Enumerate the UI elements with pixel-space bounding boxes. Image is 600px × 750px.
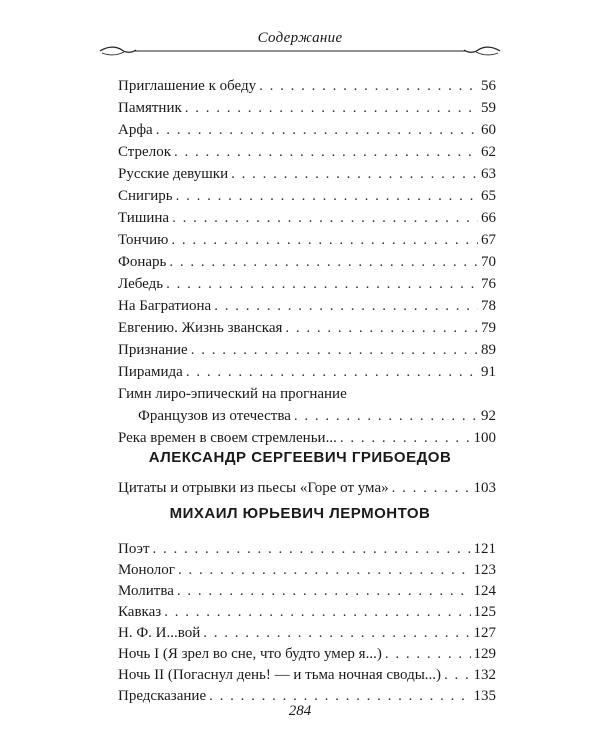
- entry-title: Тишина: [118, 210, 170, 226]
- entry-title-line1: Гимн лиро-эпический на прогнание: [118, 386, 347, 402]
- entry-page: 103: [473, 480, 496, 496]
- entry-page: 135: [473, 688, 496, 704]
- leader-dots: [444, 664, 470, 686]
- leader-dots: [185, 97, 478, 119]
- leader-dots: [340, 427, 471, 449]
- toc-entry: [118, 685, 496, 707]
- toc-entry: [118, 273, 496, 295]
- entry-page: 62: [481, 144, 496, 160]
- toc-entry: [118, 580, 496, 602]
- leader-dots: [178, 559, 471, 581]
- toc-entry: [118, 141, 496, 163]
- toc-entry: [118, 427, 496, 449]
- entry-page: 63: [481, 166, 496, 182]
- leader-dots: [186, 361, 478, 383]
- toc-entry: [138, 405, 496, 427]
- leader-dots: [176, 185, 478, 207]
- entry-page: 100: [473, 430, 496, 446]
- leader-dots: [153, 538, 471, 560]
- entry-page: 78: [481, 298, 496, 314]
- entry-title: Евгению. Жизнь званская: [118, 320, 283, 336]
- entry-page: 121: [473, 541, 496, 557]
- entry-title-line2: Французов из отечества: [138, 408, 291, 424]
- leader-dots: [294, 405, 478, 427]
- entry-page: 123: [473, 562, 496, 578]
- entry-page: 124: [473, 583, 496, 599]
- leader-dots: [191, 339, 478, 361]
- entry-page: 60: [481, 122, 496, 138]
- leader-dots: [385, 643, 471, 665]
- toc-entry: [118, 664, 496, 686]
- entry-page: 59: [481, 100, 496, 116]
- leader-dots: [169, 251, 478, 273]
- leader-dots: [177, 580, 471, 602]
- section-heading-griboedov: АЛЕКСАНДР СЕРГЕЕВИЧ ГРИБОЕДОВ: [148, 449, 452, 466]
- entry-title: На Багратиона: [118, 298, 212, 314]
- entry-page: 132: [473, 667, 496, 683]
- entry-title: Н. Ф. И...вой: [118, 625, 201, 641]
- toc-entry: [118, 317, 496, 339]
- entry-title: Русские девушки: [118, 166, 229, 182]
- entry-page: 89: [481, 342, 496, 358]
- entry-page: 65: [481, 188, 496, 204]
- entry-title: Монолог: [118, 562, 175, 578]
- entry-page: 91: [481, 364, 496, 380]
- header-ornament: [96, 40, 504, 60]
- entry-title: Пирамида: [118, 364, 183, 380]
- entry-title: Ночь I (Я зрел во сне, что будто умер я...): [118, 646, 382, 662]
- entry-title: Снигирь: [118, 188, 173, 204]
- toc-entry: [118, 601, 496, 623]
- entry-page: 56: [481, 78, 496, 94]
- toc-entry: [118, 163, 496, 185]
- toc-entry: [118, 75, 496, 97]
- toc-entry: [118, 207, 496, 229]
- entry-title: Ночь II (Погаснул день! — и тьма ночная своды...): [118, 667, 442, 683]
- entry-title: Предсказание: [118, 688, 207, 704]
- entry-title: Признание: [118, 342, 188, 358]
- entry-page: 127: [473, 625, 496, 641]
- toc-entry: [118, 361, 496, 383]
- entry-title: Приглашение к обеду: [118, 78, 257, 94]
- entry-page: 79: [481, 320, 496, 336]
- leader-dots: [214, 295, 478, 317]
- entry-page: 125: [473, 604, 496, 620]
- toc-entry: [118, 559, 496, 581]
- leader-dots: [209, 685, 470, 707]
- toc-entry: [118, 538, 496, 560]
- entry-title: Поэт: [118, 541, 150, 557]
- toc-entry: [118, 119, 496, 141]
- leader-dots: [231, 163, 478, 185]
- leader-dots: [171, 229, 478, 251]
- leader-dots: [174, 141, 478, 163]
- entry-title: Тончию: [118, 232, 169, 248]
- entry-page: 70: [481, 254, 496, 270]
- toc-entry: [118, 185, 496, 207]
- leader-dots: [259, 75, 478, 97]
- leader-dots: [166, 273, 478, 295]
- leader-dots: [172, 207, 478, 229]
- leader-dots: [203, 622, 470, 644]
- entry-title: Фонарь: [118, 254, 167, 270]
- entry-page: 76: [481, 276, 496, 292]
- entry-page: 92: [481, 408, 496, 424]
- toc-entry: [118, 97, 496, 119]
- page-number: 284: [288, 703, 312, 719]
- toc-entry: [118, 251, 496, 273]
- entry-title: Река времен в своем стремленьи...: [118, 430, 337, 446]
- entry-title: Арфа: [118, 122, 153, 138]
- entry-title: Стрелок: [118, 144, 171, 160]
- toc-entry: [118, 622, 496, 644]
- entry-page: 129: [473, 646, 496, 662]
- leader-dots: [285, 317, 478, 339]
- toc-entry: [118, 643, 496, 665]
- entry-title: Молитва: [118, 583, 174, 599]
- running-header-title: Содержание: [257, 30, 343, 46]
- entry-title: Кавказ: [118, 604, 162, 620]
- entry-page: 67: [481, 232, 496, 248]
- entry-page: 66: [481, 210, 496, 226]
- toc-entry: [118, 339, 496, 361]
- toc-entry: [118, 295, 496, 317]
- toc-entry: [118, 229, 496, 251]
- entry-title: Лебедь: [118, 276, 164, 292]
- leader-dots: [156, 119, 478, 141]
- toc-entry: [118, 477, 496, 499]
- entry-title: Цитаты и отрывки из пьесы «Горе от ума»: [118, 480, 389, 496]
- entry-title: Памятник: [118, 100, 182, 116]
- section-heading-lermontov: МИХАИЛ ЮРЬЕВИЧ ЛЕРМОНТОВ: [169, 505, 431, 522]
- leader-dots: [164, 601, 470, 623]
- leader-dots: [392, 477, 471, 499]
